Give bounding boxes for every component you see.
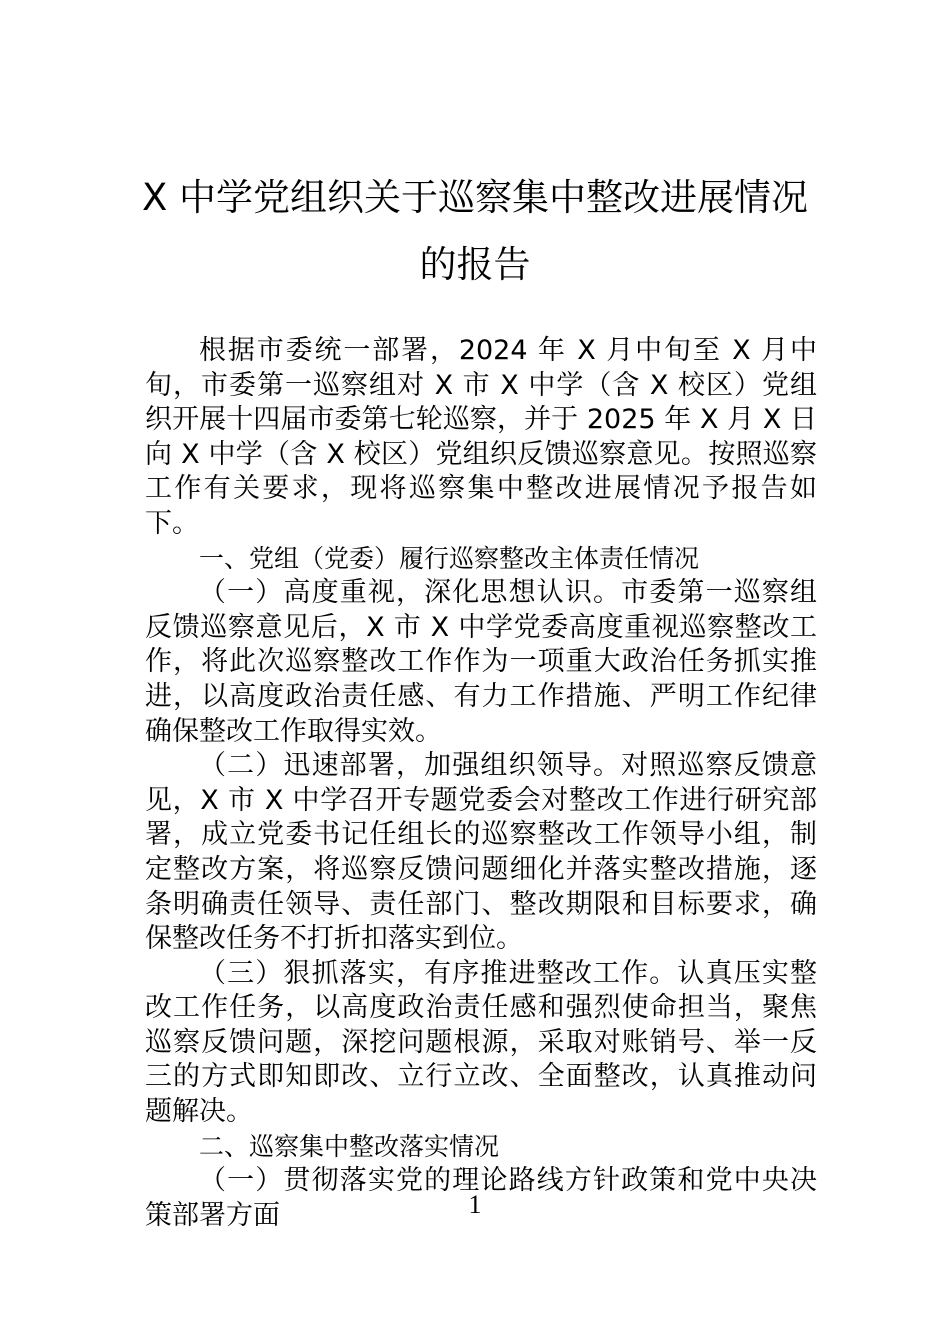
paragraph-item-1: （一）高度重视，深化思想认识。市委第一巡察组反馈巡察意见后，X 市 X 中学党委高度重视巡察整改工作，将此次巡察整改工作作为一项重大政治任务抓实推进，以高度政治责任感、有力工作措施、严明工作纪律确保整改工作取得实效。 — [145, 577, 817, 747]
page-number: 1 — [468, 1190, 482, 1219]
paragraph-subheading-1: （一）贯彻落实党的理论路线方针政策和党中央决策部署方面 — [145, 1165, 817, 1231]
document-title-line-2: 的报告 — [419, 243, 531, 286]
document-title-line-1: X 中学党组织关于巡察集中整改进展情况 — [141, 176, 809, 219]
section-heading-2: 二、巡察集中整改落实情况 — [199, 1131, 500, 1161]
document-body — [145, 334, 817, 1233]
paragraph-item-3: （三）狠抓落实，有序推进整改工作。认真压实整改工作任务，以高度政治责任感和强烈使命担当，聚焦巡察反馈问题，深挖问题根源，采取对账销号、举一反三的方式即知即改、立行立改、全面整改，认真推动问题解决。 — [145, 957, 817, 1128]
paragraph-intro: 根据市委统一部署，2024 年 X 月中旬至 X 月中旬，市委第一巡察组对 X 市 X 中学（含 X 校区）党组织开展十四届市委第七轮巡察，并于 2025 年 X 月 X 日向 X 中学（含 X 校区）党组织反馈巡察意见。按照巡察工作有关要求，现将巡察集中整改进展情况予报告如下。 — [145, 335, 817, 539]
section-heading-1: 一、党组（党委）履行巡察整改主体责任情况 — [199, 543, 700, 573]
paragraph-item-2: （二）迅速部署，加强组织领导。对照巡察反馈意见，X 市 X 中学召开专题党委会对整改工作进行研究部署，成立党委书记任组长的巡察整改工作领导小组，制定整改方案，将巡察反馈问题细化并落实整改措施，逐条明确责任领导、责任部门、整改期限和目标要求，确保整改任务不打折扣落实到位。 — [145, 750, 817, 955]
